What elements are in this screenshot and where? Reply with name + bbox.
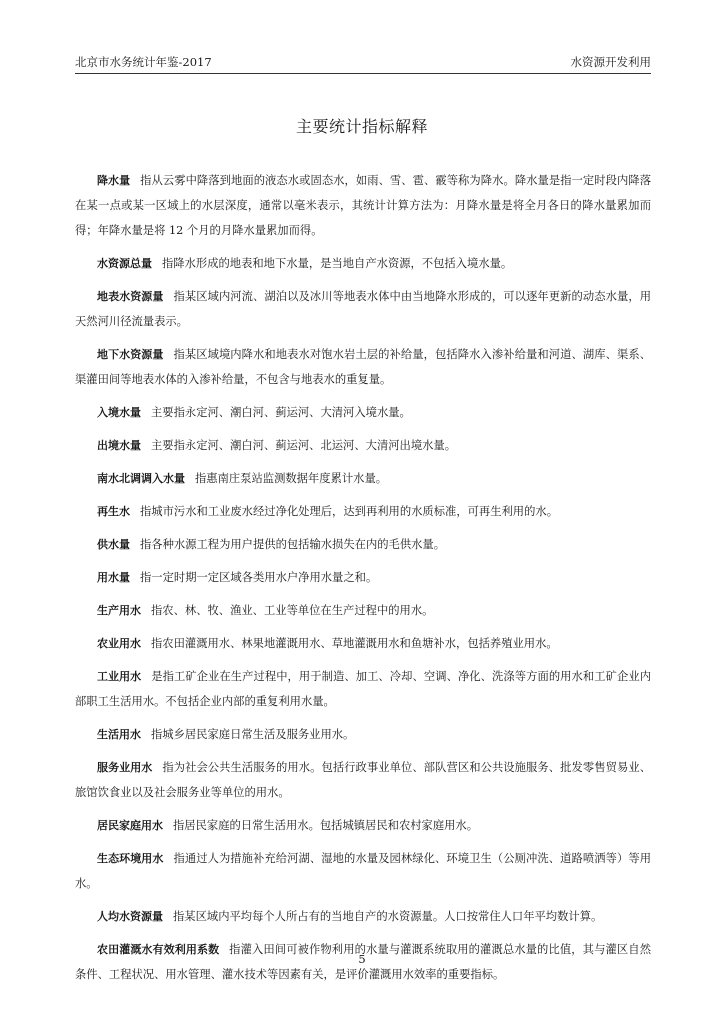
- definition-entry: [75, 532, 651, 557]
- definition-text: 指为社会公共生活服务的用水。包括行政事业单位、部队营区和公共设施服务、批发零售贸易业、旅馆饮食业以及社会服务业等单位的用水。: [75, 761, 651, 799]
- definition-text: 指一定时期一定区域各类用水户净用水量之和。: [140, 571, 378, 584]
- definition-entry: [75, 722, 651, 747]
- definition-term: 生活用水: [97, 728, 141, 741]
- running-header: [75, 48, 651, 74]
- definition-term: 生产用水: [97, 604, 141, 617]
- definition-term: 再生水: [97, 505, 130, 518]
- definition-entry: [75, 342, 651, 392]
- definition-text: 指某区域境内降水和地表水对饱水岩土层的补给量，包括降水入渗补给量和河道、湖库、渠系、渠灌田间等地表水体的入渗补给量，不包含与地表水的重复量。: [75, 348, 651, 386]
- definition-text: 指惠南庄泵站监测数据年度累计水量。: [195, 472, 388, 485]
- definition-term: 居民家庭用水: [97, 819, 163, 832]
- definition-text: 主要指永定河、潮白河、蓟运河、北运河、大清河出境水量。: [151, 439, 457, 452]
- definition-text: 指各种水源工程为用户提供的包括输水损失在内的毛供水量。: [140, 538, 446, 551]
- definition-entry: [75, 565, 651, 590]
- definition-entry: [75, 251, 651, 276]
- definition-term: 工业用水: [97, 670, 142, 683]
- definition-term: 用水量: [97, 571, 130, 584]
- definition-term: 水资源总量: [97, 257, 152, 270]
- definition-term: 服务业用水: [97, 761, 153, 774]
- definition-text: 指城市污水和工业废水经过净化处理后，达到再利用的水质标准，可再生利用的水。: [140, 505, 558, 518]
- definition-entry: [75, 284, 651, 334]
- definition-text: 指农田灌溉用水、林果地灌溉用水、草地灌溉用水和鱼塘补水，包括养殖业用水。: [151, 637, 558, 650]
- header-book-title: 北京市水务统计年鉴-2017: [75, 55, 212, 69]
- definition-entry: [75, 755, 651, 805]
- definition-term: 生态环境用水: [97, 852, 164, 865]
- definition-entry: [75, 433, 651, 458]
- definition-text: 指灌入田间可被作物利用的水量与灌溉系统取用的灌溉总水量的比值，其与灌区自然条件、工程状况、用水管理、灌水技术等因素有关，是评价灌溉用水效率的重要指标。: [75, 943, 651, 981]
- definition-text: 是指工矿企业在生产过程中，用于制造、加工、冷却、空调、净化、洗涤等方面的用水和工矿企业内部职工生活用水。不包括企业内部的重复利用水量。: [75, 670, 651, 708]
- definition-entry: [75, 813, 651, 838]
- definition-term: 降水量: [97, 174, 131, 187]
- definition-text: 指降水形成的地表和地下水量，是当地自产水资源，不包括入境水量。: [162, 257, 513, 270]
- definition-entry: [75, 168, 651, 243]
- definition-term: 农田灌溉水有效利用系数: [97, 943, 220, 956]
- definition-term: 入境水量: [97, 406, 141, 419]
- definition-term: 农业用水: [97, 637, 141, 650]
- definition-text: 指城乡居民家庭日常生活及服务业用水。: [151, 728, 355, 741]
- definition-entry: [75, 904, 651, 929]
- definition-text: 主要指永定河、潮白河、蓟运河、大清河入境水量。: [151, 406, 411, 419]
- header-section-title: 水资源开发利用: [570, 55, 651, 69]
- definition-entry: [75, 466, 651, 491]
- definition-term: 南水北调调入水量: [97, 472, 185, 485]
- definition-text: 指通过人为措施补充给河湖、湿地的水量及园林绿化、环境卫生（公厕冲洗、道路喷洒等）等用水。: [75, 852, 651, 890]
- definitions-list: [75, 168, 651, 995]
- definition-text: 指某区域内平均每个人所占有的当地自产的水资源量。人口按常住人口年平均数计算。: [173, 910, 603, 923]
- definition-entry: [75, 846, 651, 896]
- definition-text: 指农、林、牧、渔业、工业等单位在生产过程中的用水。: [151, 604, 434, 617]
- page-number: 5: [358, 952, 366, 966]
- definition-text: 指居民家庭的日常生活用水。包括城镇居民和农村家庭用水。: [173, 819, 479, 832]
- definition-term: 人均水资源量: [97, 910, 163, 923]
- definition-term: 供水量: [97, 538, 130, 551]
- definition-entry: [75, 664, 651, 714]
- definition-entry: [75, 499, 651, 524]
- definition-term: 地下水资源量: [97, 348, 164, 361]
- definition-text: 指某区域内河流、湖泊以及冰川等地表水体中由当地降水形成的，可以逐年更新的动态水量，用天然河川径流量表示。: [75, 290, 651, 328]
- definition-text: 指从云雾中降落到地面的液态水或固态水，如雨、雪、雹、霰等称为降水。降水量是指一定时段内降落在某一点或某一区域上的水层深度，通常以毫米表示，其统计计算方法为：月降水量是将全月各日的降水量累加而得；年降水量是将 12 个月的月降水量累加而得。: [75, 174, 651, 237]
- definition-entry: [75, 598, 651, 623]
- definition-entry: [75, 400, 651, 425]
- definition-entry: [75, 631, 651, 656]
- definition-term: 地表水资源量: [97, 290, 164, 303]
- definition-term: 出境水量: [97, 439, 141, 452]
- page-title: 主要统计指标解释: [295, 117, 428, 136]
